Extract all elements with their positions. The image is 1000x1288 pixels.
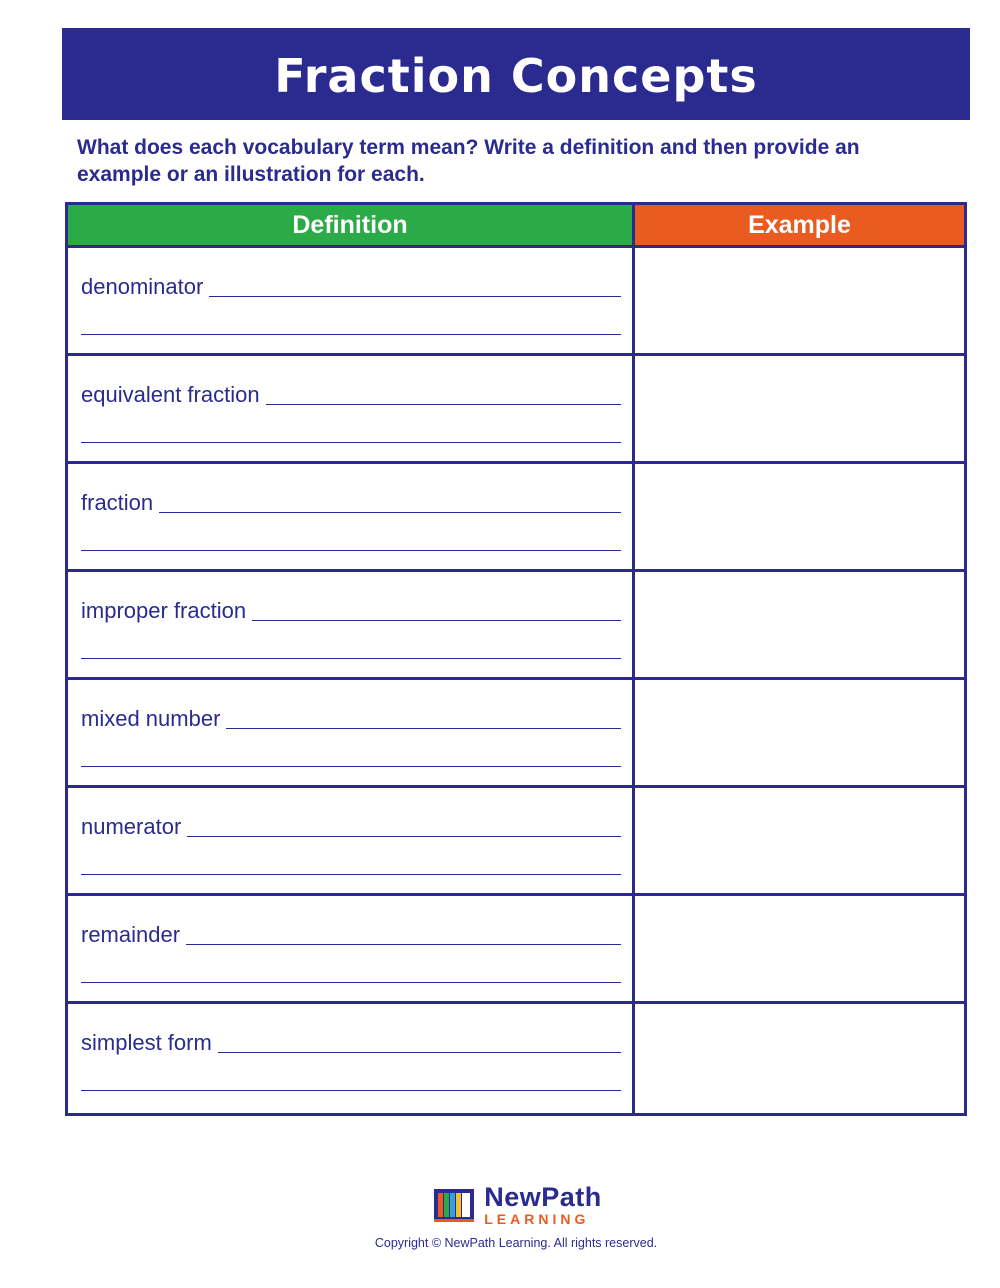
title-banner [62, 28, 970, 120]
definition-line[interactable] [81, 382, 621, 408]
definition-blank-2[interactable] [81, 766, 621, 767]
term-label: fraction [81, 490, 154, 515]
definition-line[interactable] [81, 706, 621, 732]
definition-line[interactable] [81, 598, 621, 624]
logo-main-text: NewPath [484, 1182, 602, 1212]
term-label: improper fraction [81, 598, 247, 623]
term-label: denominator [81, 274, 204, 299]
term-label: mixed number [81, 706, 221, 731]
book-stack-icon [432, 1185, 476, 1225]
term-label: numerator [81, 814, 182, 839]
definition-blank-2[interactable] [81, 982, 621, 983]
instructions: What does each vocabulary term mean? Write a definition and then provide an example or an illustration for each. [77, 136, 860, 186]
definition-blank-2[interactable] [81, 1090, 621, 1091]
table-row [68, 248, 964, 356]
example-cell[interactable] [635, 248, 964, 353]
example-cell[interactable] [635, 680, 964, 785]
term-label: remainder [81, 922, 181, 947]
header-definition: Definition [68, 205, 632, 248]
example-cell[interactable] [635, 896, 964, 1001]
example-cell[interactable] [635, 1004, 964, 1112]
page-title: Fraction Concepts [274, 49, 758, 103]
table-row [68, 788, 964, 896]
example-cell[interactable] [635, 464, 964, 569]
definition-blank[interactable] [186, 944, 621, 945]
example-cell[interactable] [635, 356, 964, 461]
footer [0, 1184, 1000, 1250]
definition-blank[interactable] [209, 296, 621, 297]
table-row [68, 464, 964, 572]
definition-line[interactable] [81, 814, 621, 840]
definition-blank[interactable] [218, 1052, 621, 1053]
definition-line[interactable] [81, 1030, 621, 1056]
term-label: simplest form [81, 1030, 212, 1055]
vocabulary-table [65, 202, 967, 1116]
term-label: equivalent fraction [81, 382, 260, 407]
copyright: Copyright © NewPath Learning. All rights reserved. [374, 1236, 658, 1250]
logo-sub-text: LEARNING [484, 1211, 590, 1227]
definition-blank-2[interactable] [81, 658, 621, 659]
definition-blank[interactable] [187, 836, 621, 837]
table-row [68, 1004, 964, 1112]
table-row [68, 356, 964, 464]
definition-blank[interactable] [252, 620, 621, 621]
header-example: Example [635, 205, 964, 248]
definition-line[interactable] [81, 490, 621, 516]
definition-line[interactable] [81, 274, 621, 300]
definition-blank[interactable] [159, 512, 621, 513]
definition-line[interactable] [81, 922, 621, 948]
table-row [68, 572, 964, 680]
example-cell[interactable] [635, 788, 964, 893]
definition-blank-2[interactable] [81, 334, 621, 335]
table-rows [68, 248, 964, 1112]
newpath-logo [432, 1184, 602, 1226]
definition-blank[interactable] [266, 404, 621, 405]
table-row [68, 680, 964, 788]
table-row [68, 896, 964, 1004]
definition-blank-2[interactable] [81, 874, 621, 875]
definition-blank[interactable] [226, 728, 621, 729]
definition-blank-2[interactable] [81, 550, 621, 551]
definition-blank-2[interactable] [81, 442, 621, 443]
example-cell[interactable] [635, 572, 964, 677]
